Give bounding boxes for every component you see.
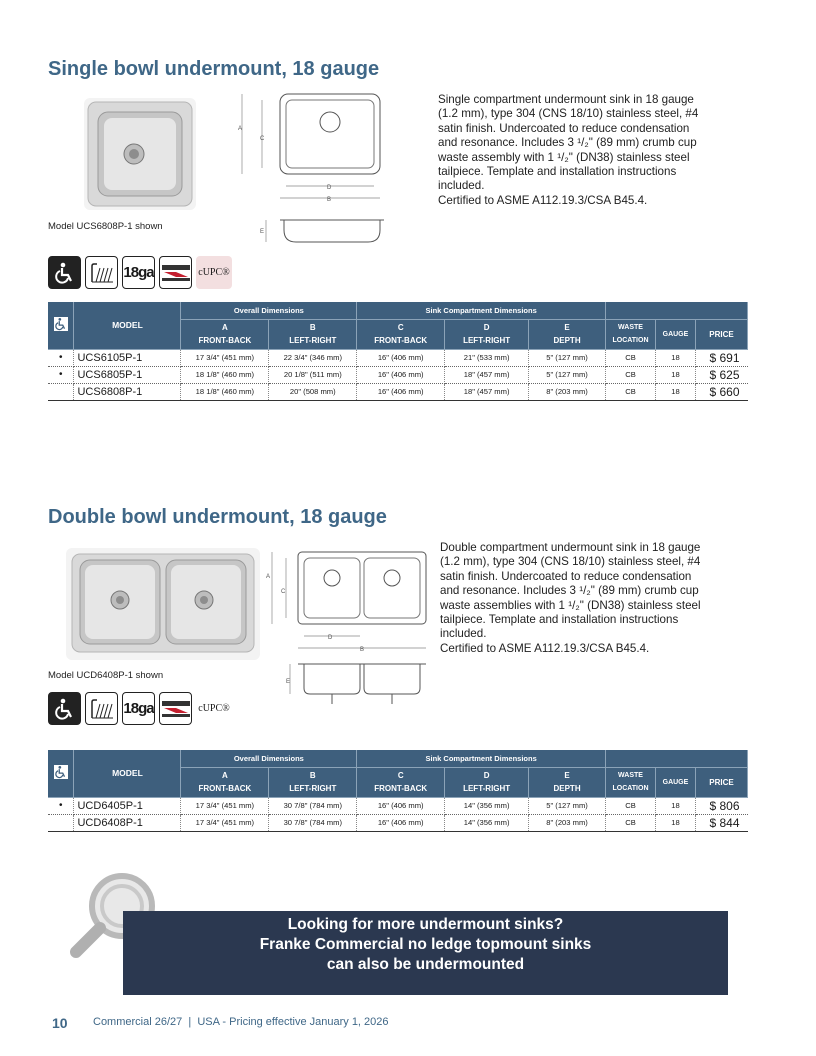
franke-logo-icon: [159, 692, 192, 725]
column-header-e: E DEPTH: [529, 319, 606, 349]
gauge-18ga-badge: 18ga: [122, 256, 155, 289]
cell-model: UCS6808P-1: [74, 383, 181, 400]
product-photo-single-bowl: [84, 98, 196, 210]
accessibility-header-icon: [48, 750, 74, 797]
description-line: Double compartment undermount sink in 18 gauge: [440, 541, 701, 554]
cell-c: 16" (406 mm): [357, 383, 445, 400]
diagram-label-d: D: [327, 185, 332, 191]
cell-gauge: 18: [655, 366, 695, 383]
cell-d: 18" (457 mm): [445, 366, 529, 383]
cell-price: $ 691: [695, 349, 747, 366]
cell-b: 22 3/4" (346 mm): [269, 349, 357, 366]
cell-e: 8" (203 mm): [529, 383, 606, 400]
diagram-label-c: C: [281, 589, 286, 595]
cell-model: UCS6805P-1: [74, 366, 181, 383]
diagram-label-d: D: [328, 635, 333, 641]
gauge-18ga-badge: 18ga: [122, 692, 155, 725]
product-photo-double-bowl: [66, 548, 260, 660]
cell-e: 5" (127 mm): [529, 349, 606, 366]
cupc-certification-icon: cUPC®: [196, 692, 232, 725]
cell-b: 20 1/8" (511 mm): [269, 366, 357, 383]
cell-a: 17 3/4" (451 mm): [181, 349, 269, 366]
row-bullet: [48, 383, 74, 400]
section-title-double-bowl: Double bowl undermount, 18 gauge: [48, 506, 387, 528]
column-header-d: D LEFT-RIGHT: [445, 767, 529, 797]
diagram-label-b: B: [360, 647, 365, 653]
column-header-waste: WASTE LOCATION: [606, 767, 656, 797]
cell-gauge: 18: [655, 797, 695, 814]
description-line: satin finish. Undercoated to reduce condensation: [438, 121, 690, 135]
column-header-c: C FRONT-BACK: [357, 319, 445, 349]
group-header-blank: [606, 302, 748, 319]
table-row: [48, 797, 748, 814]
cell-b: 20" (508 mm): [269, 383, 357, 400]
sound-dampening-icon: [85, 692, 118, 725]
footer-text: Commercial 26/27 | USA - Pricing effective January 1, 2026: [93, 1016, 389, 1028]
cell-c: 16" (406 mm): [357, 797, 445, 814]
section-title-single-bowl: Single bowl undermount, 18 gauge: [48, 58, 380, 80]
cell-c: 16" (406 mm): [357, 366, 445, 383]
dimension-diagram-double-bowl: [262, 548, 430, 708]
cell-waste: CB: [606, 814, 656, 831]
accessibility-header-icon: [48, 302, 74, 349]
description-line: (1.2 mm), type 304 (CNS 18/10) stainless steel, #4: [438, 107, 699, 121]
cell-b: 30 7/8" (784 mm): [269, 814, 357, 831]
column-header-price: PRICE: [695, 767, 747, 797]
cell-d: 14" (356 mm): [445, 814, 529, 831]
group-header-compartment: Sink Compartment Dimensions: [357, 302, 606, 319]
dimension-diagram-single-bowl: [232, 88, 392, 248]
cell-price: $ 844: [695, 814, 747, 831]
row-bullet: [48, 814, 74, 831]
row-bullet: •: [48, 797, 74, 814]
column-header-b: B LEFT-RIGHT: [269, 767, 357, 797]
cell-c: 16" (406 mm): [357, 814, 445, 831]
diagram-label-b: B: [327, 197, 332, 203]
column-header-gauge: GAUGE: [655, 767, 695, 797]
group-header-overall: Overall Dimensions: [181, 750, 357, 767]
cell-b: 30 7/8" (784 mm): [269, 797, 357, 814]
cert-icons-double-bowl: [48, 692, 232, 725]
cell-waste: CB: [606, 383, 656, 400]
promo-line: can also be undermounted: [326, 956, 525, 973]
description-line: waste assembly with 1 ¹/₂" (DN38) stainless steel: [438, 150, 690, 164]
table-row: [48, 383, 748, 400]
diagram-label-e: E: [260, 229, 265, 235]
cell-e: 8" (203 mm): [529, 814, 606, 831]
cell-d: 21" (533 mm): [445, 349, 529, 366]
column-header-waste: WASTE LOCATION: [606, 319, 656, 349]
description-line: tailpiece. Template and installation instructions: [440, 613, 679, 627]
description-single-bowl: [438, 93, 738, 208]
description-line: and resonance. Includes 3 ¹/₂" (89 mm) crumb cup: [438, 136, 697, 150]
row-bullet: •: [48, 349, 74, 366]
column-header-a: A FRONT-BACK: [181, 319, 269, 349]
description-line: satin finish. Undercoated to reduce condensation: [440, 569, 692, 583]
cell-waste: CB: [606, 797, 656, 814]
cell-waste: CB: [606, 366, 656, 383]
cert-icons-single-bowl: [48, 256, 232, 289]
cell-e: 5" (127 mm): [529, 366, 606, 383]
column-header-c: C FRONT-BACK: [357, 767, 445, 797]
promo-line: Looking for more undermount sinks?: [287, 916, 564, 933]
row-bullet: •: [48, 366, 74, 383]
column-header-e: E DEPTH: [529, 767, 606, 797]
cell-model: UCS6105P-1: [74, 349, 181, 366]
table-row: [48, 349, 748, 366]
description-line: waste assemblies with 1 ¹/₂" (DN38) stainless steel: [440, 598, 701, 612]
description-line: Certified to ASME A112.19.3/CSA B45.4.: [438, 193, 648, 207]
cell-price: $ 660: [695, 383, 747, 400]
cell-d: 18" (457 mm): [445, 383, 529, 400]
group-header-blank: [606, 750, 748, 767]
diagram-label-c: C: [260, 136, 265, 142]
cell-model: UCD6405P-1: [74, 797, 181, 814]
promo-line: Franke Commercial no ledge topmount sinks: [259, 936, 592, 953]
photo-caption-single-bowl: Model UCS6808P-1 shown: [48, 221, 163, 232]
column-header-model: MODEL: [74, 750, 181, 797]
column-header-gauge: GAUGE: [655, 319, 695, 349]
cell-a: 17 3/4" (451 mm): [181, 797, 269, 814]
cell-gauge: 18: [655, 349, 695, 366]
table-row: [48, 366, 748, 383]
diagram-label-e: E: [286, 679, 291, 685]
wheelchair-icon: [48, 256, 81, 289]
column-header-d: D LEFT-RIGHT: [445, 319, 529, 349]
cell-price: $ 625: [695, 366, 747, 383]
cell-waste: CB: [606, 349, 656, 366]
column-header-a: A FRONT-BACK: [181, 767, 269, 797]
description-line: included.: [438, 179, 485, 193]
description-line: (1.2 mm), type 304 (CNS 18/10) stainless steel, #4: [440, 555, 701, 569]
table-row: [48, 814, 748, 831]
sound-dampening-icon: [85, 256, 118, 289]
cell-price: $ 806: [695, 797, 747, 814]
cell-gauge: 18: [655, 814, 695, 831]
spec-table-single-bowl: [48, 302, 748, 401]
diagram-label-a: A: [266, 574, 271, 580]
description-line: and resonance. Includes 3 ¹/₂" (89 mm) crumb cup: [440, 584, 699, 598]
cell-c: 16" (406 mm): [357, 349, 445, 366]
description-line: included.: [440, 627, 487, 641]
column-header-model: MODEL: [74, 302, 181, 349]
cell-gauge: 18: [655, 383, 695, 400]
cell-d: 14" (356 mm): [445, 797, 529, 814]
spec-table-double-bowl: [48, 750, 748, 832]
diagram-label-a: A: [238, 126, 243, 132]
description-line: tailpiece. Template and installation instructions: [438, 165, 677, 179]
column-header-price: PRICE: [695, 319, 747, 349]
cell-a: 18 1/8" (460 mm): [181, 383, 269, 400]
column-header-b: B LEFT-RIGHT: [269, 319, 357, 349]
group-header-overall: Overall Dimensions: [181, 302, 357, 319]
cell-a: 17 3/4" (451 mm): [181, 814, 269, 831]
promo-banner: [123, 911, 728, 995]
cell-model: UCD6408P-1: [74, 814, 181, 831]
page-number: 10: [52, 1015, 68, 1031]
description-line: Single compartment undermount sink in 18 gauge: [438, 93, 694, 106]
description-line: Certified to ASME A112.19.3/CSA B45.4.: [440, 641, 650, 655]
group-header-compartment: Sink Compartment Dimensions: [357, 750, 606, 767]
photo-caption-double-bowl: Model UCD6408P-1 shown: [48, 670, 164, 681]
cell-a: 18 1/8" (460 mm): [181, 366, 269, 383]
wheelchair-icon: [48, 692, 81, 725]
cupc-certification-icon: cUPC®: [196, 256, 232, 289]
cell-e: 5" (127 mm): [529, 797, 606, 814]
franke-logo-icon: [159, 256, 192, 289]
description-double-bowl: [440, 541, 740, 656]
